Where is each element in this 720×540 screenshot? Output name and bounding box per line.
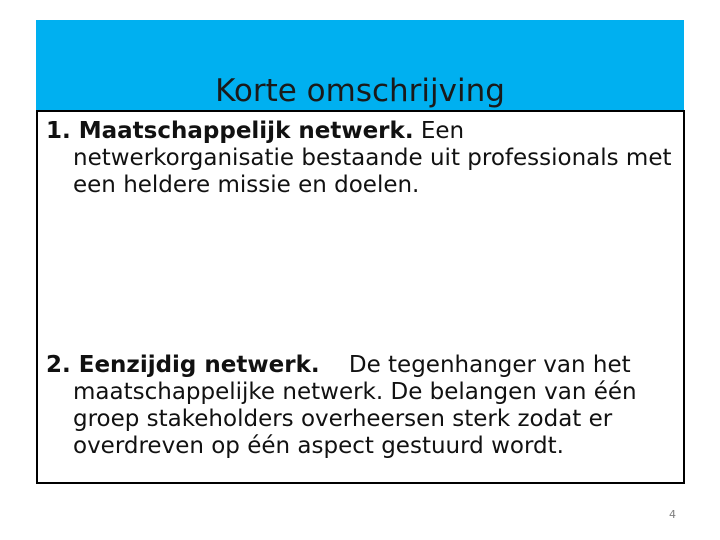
list-item [46, 118, 676, 199]
item-text: De tegenhanger van het maatschappelijke netwerk. De belangen van één groep stakeholders overheersen sterk zodat er overdreven op één aspect gestuurd wordt. [73, 352, 637, 459]
item-label: 2. Eenzijdig netwerk. [46, 352, 320, 378]
content-box [36, 110, 685, 484]
list-item [46, 352, 676, 460]
item-label: 1. Maatschappelijk netwerk. [46, 118, 414, 144]
title-bar [36, 20, 684, 112]
page-number: 4 [669, 508, 676, 521]
slide-title: Korte omschrijving [215, 73, 505, 109]
item-text: Een netwerkorganisatie bestaande uit professionals met een heldere missie en doelen. [73, 118, 672, 198]
